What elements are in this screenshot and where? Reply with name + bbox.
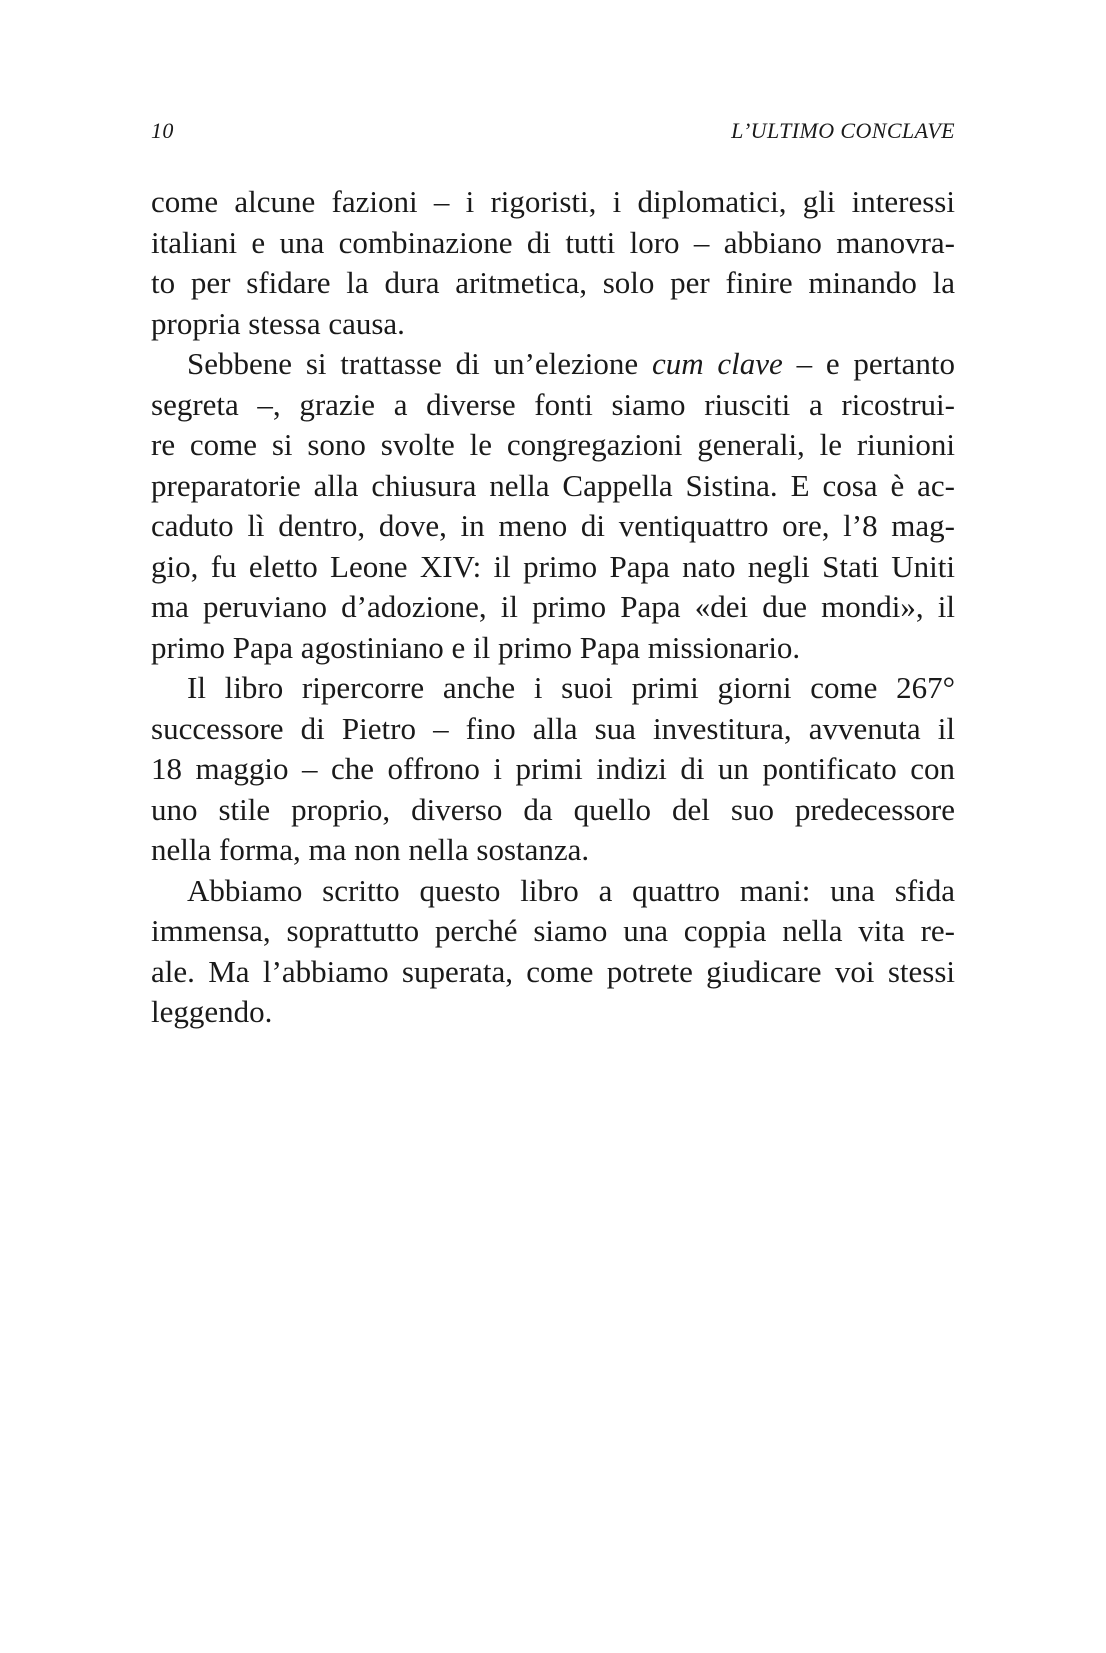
text-line: leggendo. — [151, 994, 273, 1029]
text-line: ale. Ma l’abbiamo superata, come potrete giudicare voi stessi — [151, 953, 955, 989]
text-line: Il libro ripercorre anche i suoi primi giorni come 267° — [187, 670, 955, 705]
text-line: 18 maggio – che offrono i primi indizi di un pontificato con — [151, 751, 955, 786]
paragraph-3 — [151, 668, 955, 871]
text-line: come alcune fazioni – i rigoristi, i diplomatici, gli interessi — [151, 184, 955, 219]
running-head — [151, 118, 955, 148]
text-line: uno stile proprio, diverso da quello del suo predecessore — [151, 791, 955, 827]
text-line: nella forma, ma non nella sostanza. — [151, 832, 590, 867]
paragraph-2 — [151, 344, 955, 668]
text-line: immensa, soprattutto perché siamo una coppia nella vita re- — [151, 913, 955, 948]
text-line: caduto lì dentro, dove, in meno di ventiquattro ore, l’8 mag- — [151, 508, 955, 543]
text-line: italiani e una combinazione di tutti loro – abbiano manovra- — [151, 224, 955, 260]
text-line: gio, fu eletto Leone XIV: il primo Papa nato negli Stati Uniti — [151, 548, 955, 584]
page-number: 10 — [151, 118, 174, 143]
text-line: primo Papa agostiniano e il primo Papa missionario. — [151, 629, 801, 665]
text-line: successore di Pietro – fino alla sua investitura, avvenuta il — [151, 710, 955, 746]
text-line: to per sfidare la dura aritmetica, solo per finire minando la — [151, 265, 955, 300]
text-line: preparatorie alla chiusura nella Cappella Sistina. E cosa è ac- — [151, 467, 955, 503]
paragraph-4 — [151, 871, 955, 1033]
italic-phrase: cum clave — [651, 346, 783, 381]
text-line: Abbiamo scritto questo libro a quattro mani: una sfida — [187, 872, 955, 908]
text-line — [151, 344, 955, 385]
text-line: propria stessa causa. — [151, 305, 405, 341]
text-line: segreta –, grazie a diverse fonti siamo riusciti a ricostrui- — [151, 386, 955, 422]
paragraph-1 — [151, 182, 955, 344]
running-title: L’ULTIMO CONCLAVE — [731, 118, 955, 143]
text-line: re come si sono svolte le congregazioni generali, le riunioni — [151, 427, 955, 462]
text-line: ma peruviano d’adozione, il primo Papa «dei due mondi», il — [151, 589, 955, 624]
text-segment: Sebbene si trattasse di un’elezione — [187, 346, 652, 381]
text-segment: – e pertanto — [782, 346, 955, 381]
body-text — [151, 182, 955, 1033]
